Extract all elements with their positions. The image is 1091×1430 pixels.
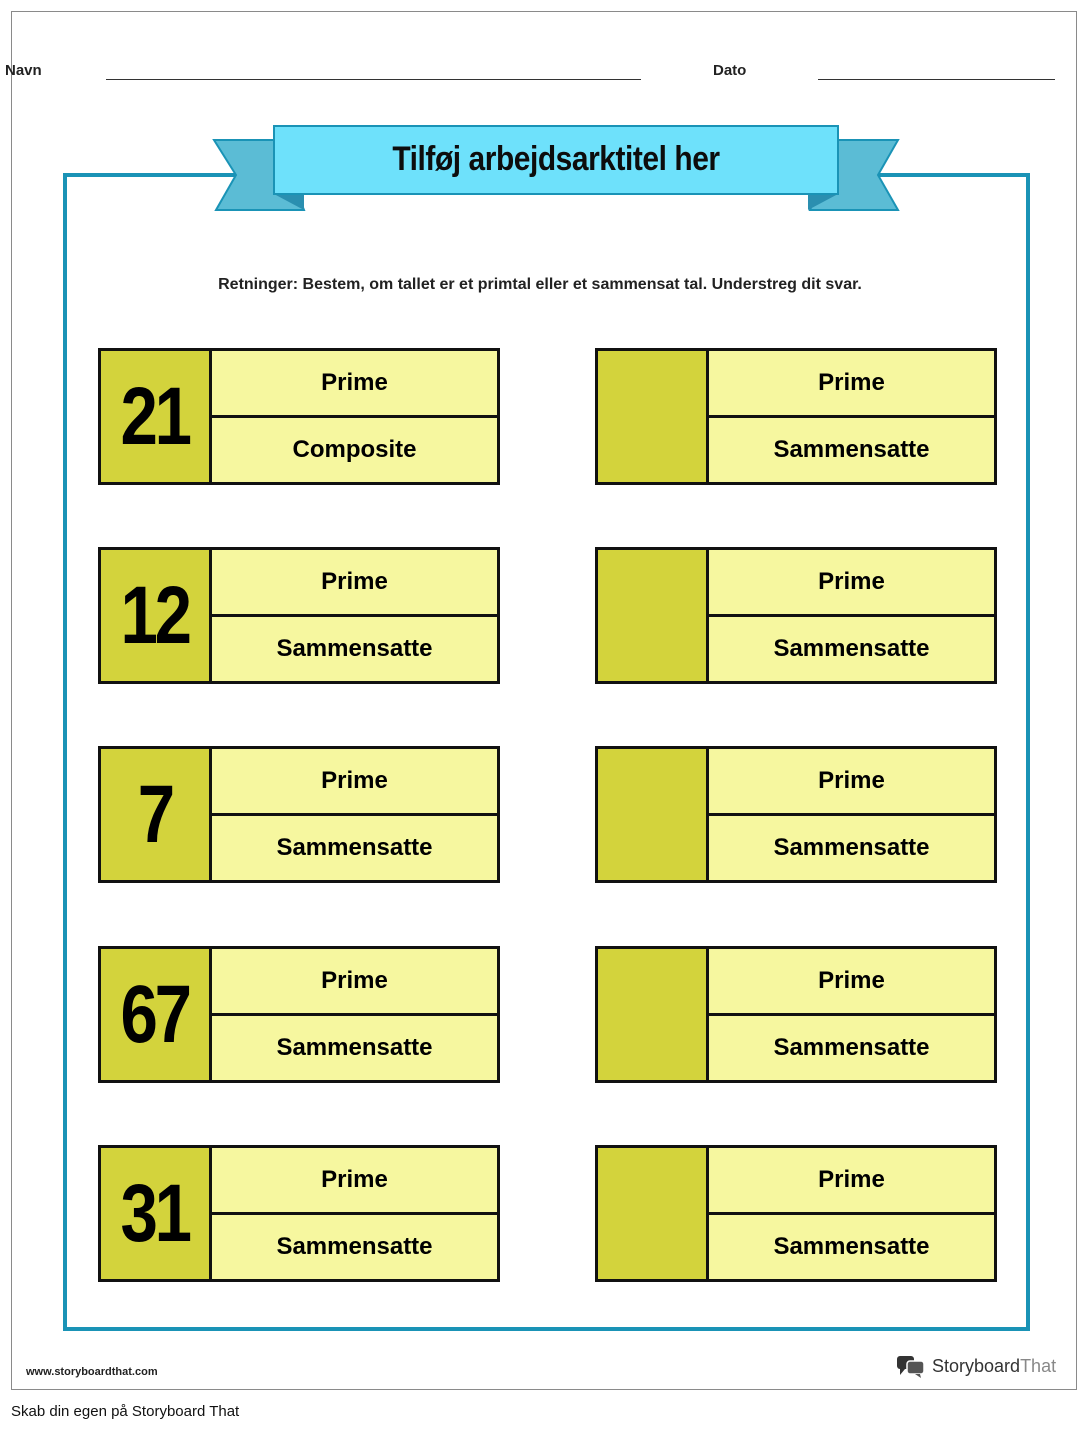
number-box[interactable] — [598, 351, 709, 482]
create-your-own-caption[interactable]: Skab din egen på Storyboard That — [11, 1403, 240, 1420]
number-card — [98, 1145, 500, 1282]
option-composite[interactable]: Sammensatte — [773, 834, 930, 861]
number-card — [98, 746, 500, 883]
date-label: Dato — [713, 62, 747, 79]
number-box[interactable] — [598, 550, 709, 681]
number-card — [98, 946, 500, 1083]
option-composite[interactable]: Sammensatte — [773, 635, 930, 662]
footer-url: www.storyboardthat.com — [26, 1366, 158, 1378]
option-prime[interactable]: Prime — [709, 1148, 994, 1215]
directions-text: Retninger: Bestem, om tallet er et primtal eller et sammensat tal. Understreg dit svar. — [218, 276, 862, 293]
date-line[interactable] — [818, 79, 1055, 80]
number-value: 12 — [120, 569, 190, 661]
option-composite[interactable]: Composite — [292, 436, 417, 463]
number-value: 31 — [120, 1167, 190, 1259]
number-box[interactable] — [598, 1148, 709, 1279]
brand-name-light: That — [1020, 1355, 1057, 1376]
number-box[interactable] — [101, 351, 212, 482]
option-prime[interactable]: Prime — [709, 351, 994, 418]
number-card — [595, 746, 997, 883]
option-composite[interactable]: Sammensatte — [276, 635, 433, 662]
option-prime[interactable]: Prime — [212, 749, 497, 816]
number-card — [595, 547, 997, 684]
brand-name-main: Storyboard — [932, 1355, 1021, 1376]
option-composite[interactable]: Sammensatte — [276, 834, 433, 861]
number-card — [595, 348, 997, 485]
number-box[interactable] — [101, 749, 212, 880]
number-box[interactable] — [101, 949, 212, 1080]
number-value: 21 — [120, 370, 190, 462]
number-box[interactable] — [598, 949, 709, 1080]
option-composite[interactable]: Sammensatte — [276, 1233, 433, 1260]
number-card — [595, 1145, 997, 1282]
number-card — [595, 946, 997, 1083]
option-prime[interactable]: Prime — [212, 351, 497, 418]
option-composite[interactable]: Sammensatte — [773, 1233, 930, 1260]
speech-bubbles-icon — [896, 1354, 926, 1378]
number-card — [98, 547, 500, 684]
option-composite[interactable]: Sammensatte — [773, 436, 930, 463]
option-prime[interactable]: Prime — [709, 749, 994, 816]
option-prime[interactable]: Prime — [212, 1148, 497, 1215]
number-value: 7 — [137, 768, 173, 860]
number-box[interactable] — [598, 749, 709, 880]
number-value: 67 — [120, 968, 190, 1060]
name-line[interactable] — [106, 79, 641, 80]
option-composite[interactable]: Sammensatte — [276, 1034, 433, 1061]
option-prime[interactable]: Prime — [212, 550, 497, 617]
number-box[interactable] — [101, 550, 212, 681]
option-prime[interactable]: Prime — [709, 949, 994, 1016]
storyboardthat-logo — [896, 1354, 1056, 1378]
number-card — [98, 348, 500, 485]
option-composite[interactable]: Sammensatte — [773, 1034, 930, 1061]
option-prime[interactable]: Prime — [709, 550, 994, 617]
worksheet-title[interactable]: Tilføj arbejdsarktitel her — [392, 139, 720, 178]
option-prime[interactable]: Prime — [212, 949, 497, 1016]
name-label: Navn — [5, 62, 42, 79]
number-box[interactable] — [101, 1148, 212, 1279]
